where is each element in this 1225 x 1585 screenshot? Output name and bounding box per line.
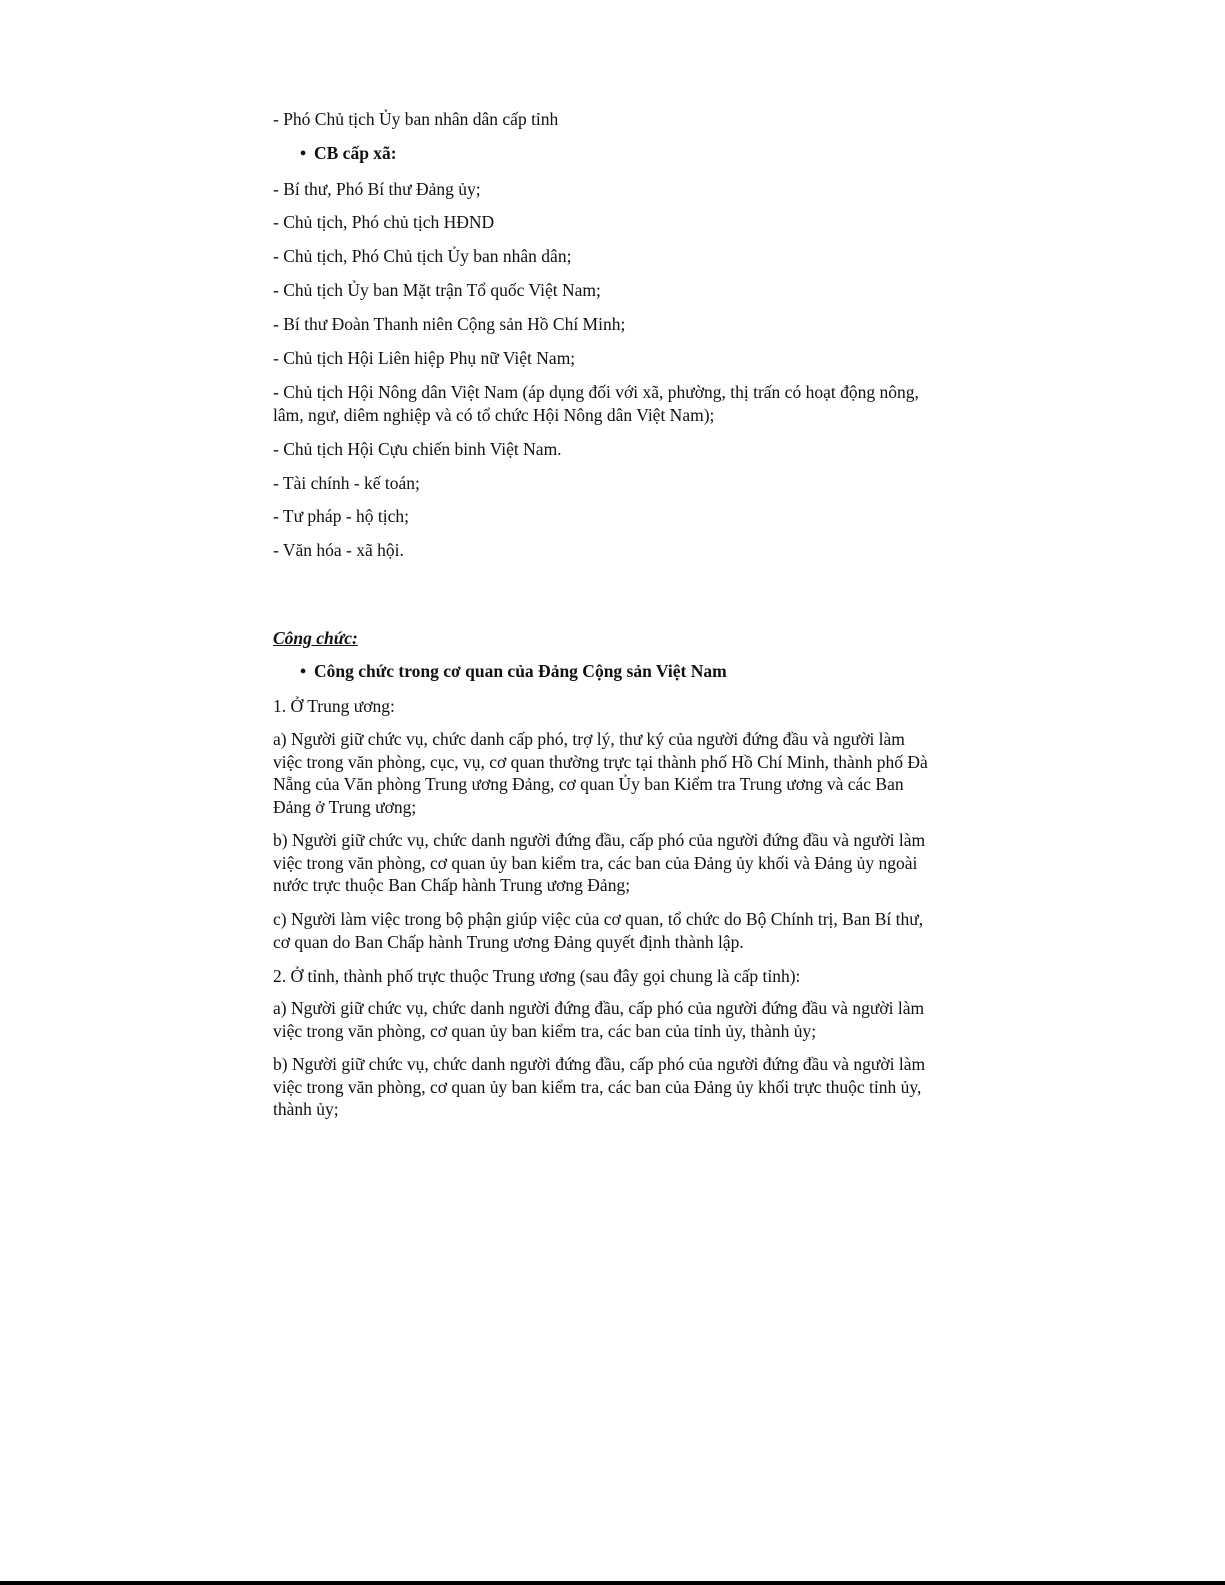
bullet-icon: • (300, 661, 307, 681)
section-subtitle: Công chức trong cơ quan của Đảng Cộng sản Việt Nam (314, 661, 727, 681)
text-line: việc trong văn phòng, cơ quan ủy ban kiểm tra, các ban của tỉnh ủy, thành ủy; (273, 1020, 817, 1041)
text-line: việc trong văn phòng, cục, vụ, cơ quan thường trực tại thành phố Hồ Chí Minh, thành phố Đà (273, 751, 928, 772)
text-line: b) Người giữ chức vụ, chức danh người đứng đầu, cấp phó của người đứng đầu và người làm (273, 830, 926, 850)
paragraph-2a (273, 997, 953, 1042)
page-bottom-border (0, 1581, 1225, 1585)
paragraph-2b (273, 1053, 953, 1121)
paragraph-1c (273, 908, 953, 953)
text-line: a) Người giữ chức vụ, chức danh cấp phó, trợ lý, thư ký của người đứng đầu và người làm (273, 729, 905, 749)
paragraph-1b (273, 829, 953, 897)
section-heading-cong-chuc: Công chức: (273, 628, 358, 648)
text-line: việc trong văn phòng, cơ quan ủy ban kiểm tra, các ban của Đảng ủy khối và Đảng ủy ngoài (273, 852, 918, 873)
text-line: b) Người giữ chức vụ, chức danh người đứng đầu, cấp phó của người đứng đầu và người làm (273, 1054, 926, 1074)
text-line: Nẵng của Văn phòng Trung ương Đảng, cơ quan Ủy ban Kiểm tra Trung ương và các Ban (273, 774, 904, 794)
numbered-point: 1. Ở Trung ương: (273, 696, 395, 716)
section-title: CB cấp xã: (314, 143, 397, 163)
paragraph-1a (273, 728, 953, 818)
bullet-icon: • (300, 143, 307, 163)
text-line: c) Người làm việc trong bộ phận giúp việc của cơ quan, tổ chức do Bộ Chính trị, Ban Bí thư, (273, 909, 924, 929)
text-line: cơ quan do Ban Chấp hành Trung ương Đảng quyết định thành lập. (273, 931, 744, 952)
text-line: nước trực thuộc Ban Chấp hành Trung ương Đảng; (273, 875, 631, 895)
list-item: - Chủ tịch, Phó chủ tịch HĐND (273, 212, 495, 232)
text-line: Đảng ở Trung ương; (273, 796, 417, 817)
list-item: - Chủ tịch Hội Liên hiệp Phụ nữ Việt Nam; (273, 348, 576, 368)
numbered-point: 2. Ở tỉnh, thành phố trực thuộc Trung ương (sau đây gọi chung là cấp tỉnh): (273, 966, 801, 986)
text-line: việc trong văn phòng, cơ quan ủy ban kiểm tra, các ban của Đảng ủy khối trực thuộc tỉnh ủy, (273, 1076, 922, 1097)
section-bullet-cb-xa (300, 142, 397, 164)
list-item: - Bí thư, Phó Bí thư Đảng ủy; (273, 179, 481, 199)
list-item: - Chủ tịch Ủy ban Mặt trận Tổ quốc Việt Nam; (273, 280, 601, 300)
list-item-long (273, 381, 953, 426)
text-line: lâm, ngư, diêm nghiệp và có tổ chức Hội Nông dân Việt Nam); (273, 404, 715, 425)
list-item: - Văn hóa - xã hội. (273, 540, 404, 560)
list-item: - Chủ tịch Hội Cựu chiến binh Việt Nam. (273, 439, 562, 459)
list-item: - Tư pháp - hộ tịch; (273, 506, 410, 526)
section-bullet-cong-chuc (300, 660, 727, 682)
text-line: - Phó Chủ tịch Ủy ban nhân dân cấp tỉnh (273, 109, 559, 129)
text-line: - Chủ tịch Hội Nông dân Việt Nam (áp dụng đối với xã, phường, thị trấn có hoạt động nông, (273, 382, 919, 402)
text-line: thành ủy; (273, 1099, 339, 1119)
text-line: a) Người giữ chức vụ, chức danh người đứng đầu, cấp phó của người đứng đầu và người làm (273, 998, 925, 1018)
list-item: - Bí thư Đoàn Thanh niên Cộng sản Hồ Chí Minh; (273, 314, 626, 334)
list-item: - Chủ tịch, Phó Chủ tịch Ủy ban nhân dân; (273, 246, 572, 266)
list-item: - Tài chính - kế toán; (273, 473, 420, 493)
